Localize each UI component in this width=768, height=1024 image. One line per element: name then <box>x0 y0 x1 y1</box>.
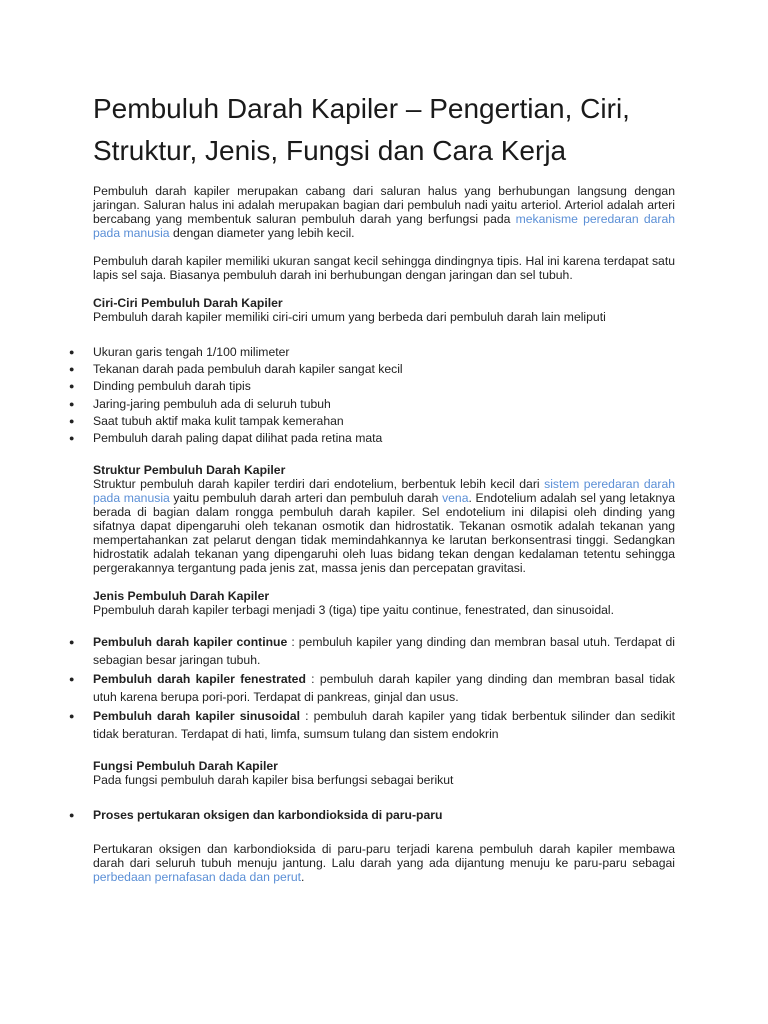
ciri-list <box>69 344 675 447</box>
fungsi-intro: Pada fungsi pembuluh darah kapiler bisa berfungsi sebagai berikut <box>93 773 454 788</box>
jenis-desc: : pembuluh darah kapiler yang tidak berbentuk silinder dan sedikit tidak beraturan. Terdapat di hati, limfa, sumsum tulang dan sistem endokrin <box>93 709 676 742</box>
struktur-text-mid: yaitu pembuluh darah arteri dan pembuluh darah <box>169 491 443 506</box>
bullet-icon: ● <box>69 810 75 821</box>
jenis-list <box>69 633 676 743</box>
jenis-term: Pembuluh darah kapiler sinusoidal <box>93 709 301 724</box>
list-item <box>69 430 675 447</box>
bullet-icon: ● <box>69 711 75 722</box>
bullet-icon: ● <box>69 637 75 648</box>
intro-paragraph-1 <box>93 184 675 240</box>
jenis-term: Pembuluh darah kapiler fenestrated <box>93 672 306 687</box>
section-heading-fungsi: Fungsi Pembuluh Darah Kapiler <box>93 759 278 774</box>
bullet-icon: ● <box>69 381 75 392</box>
list-item <box>69 361 675 378</box>
list-item-text: Ukuran garis tengah 1/100 milimeter <box>93 345 290 359</box>
struktur-text-end: . Endotelium adalah sel yang letaknya berada di bagian dalam rongga pembuluh darah kapiler. Sel endotelium ini dilapisi oleh dinding yang sifatnya dapat dipengaruhi oleh tekanan osmotik dan hidrostatik. Tekanan osmotik adalah tekanan yang mempertahankan zat pelarut dengan tidak memindahkannya ke larutan berkonsentrasi tinggi. Sedangkan hidrostatik adalah tekanan yang dipengaruhi oleh luas bidang tekan dengan kedalaman tetentu sehingga pergerakannya tergantung pada jenis zat, massa jenis dan percepatan gravitasi. <box>93 491 675 576</box>
fungsi-text-end: . <box>301 870 305 885</box>
list-item <box>69 378 675 395</box>
list-item-text: Dinding pembuluh darah tipis <box>93 379 251 394</box>
struktur-paragraph <box>93 477 675 575</box>
list-item <box>69 633 676 669</box>
link-vena[interactable]: vena <box>442 491 469 506</box>
jenis-intro: Ppembuluh darah kapiler terbagi menjadi 3 (tiga) tipe yaitu continue, fenestrated, dan sinusoidal. <box>93 603 614 618</box>
fungsi-text: Pertukaran oksigen dan karbondioksida di paru-paru terjadi karena pembuluh darah kapiler membawa darah dari seluruh tubuh menuju jantung. Lalu darah yang ada dijantung menuju ke paru-paru sebagai <box>93 842 675 871</box>
list-item <box>69 344 675 361</box>
jenis-desc: : pembuluh darah kapiler yang dinding dan membran basal tidak utuh karena berupa pori-pori. Terdapat di pankreas, ginjal dan usus. <box>93 672 675 705</box>
list-item-text: Tekanan darah pada pembuluh darah kapiler sangat kecil <box>93 362 403 377</box>
intro-paragraph-2: Pembuluh darah kapiler memiliki ukuran sangat kecil sehingga dindingnya tipis. Hal ini karena terdapat satu lapis sel saja. Biasanya pembuluh darah ini berhubungan dengan jaringan dan sel tubuh. <box>93 254 675 282</box>
struktur-text: Struktur pembuluh darah kapiler terdiri dari endotelium, berbentuk lebih kecil dari <box>93 477 545 492</box>
fungsi-list <box>69 807 675 824</box>
jenis-desc: : pembuluh kapiler yang dinding dan membran basal utuh. Terdapat di sebagian besar jaringan tubuh. <box>93 635 676 668</box>
section-heading-jenis: Jenis Pembuluh Darah Kapiler <box>93 589 270 604</box>
section-heading-ciri: Ciri-Ciri Pembuluh Darah Kapiler <box>93 296 283 310</box>
bullet-icon: ● <box>69 398 75 409</box>
list-item <box>69 396 675 413</box>
list-item-text: Saat tubuh aktif maka kulit tampak kemerahan <box>93 413 344 428</box>
list-item-text: Jaring-jaring pembuluh ada di seluruh tubuh <box>93 396 331 411</box>
fungsi-item: Proses pertukaran oksigen dan karbondioksida di paru-paru <box>93 808 443 823</box>
list-item <box>69 670 675 706</box>
bullet-icon: ● <box>69 347 75 357</box>
link-mekanisme-peredaran[interactable]: mekanisme peredaran darah pada manusia <box>93 212 675 240</box>
list-item-text: Pembuluh darah paling dapat dilihat pada retina mata <box>93 430 383 445</box>
ciri-intro: Pembuluh darah kapiler memiliki ciri-ciri umum yang berbeda dari pembuluh darah lain meliputi <box>93 310 606 324</box>
intro-text: Pembuluh darah kapiler merupakan cabang dari saluran halus yang berhubungan langsung dengan jaringan. Saluran halus ini adalah merupakan bagian dari pembuluh nadi yaitu arteriol. Arteriol adalah arteri bercabang yang membentuk saluran pembuluh darah yang berfungsi pada <box>93 184 675 226</box>
section-heading-struktur: Struktur Pembuluh Darah Kapiler <box>93 463 286 478</box>
bullet-icon: ● <box>69 674 75 685</box>
jenis-term: Pembuluh darah kapiler continue <box>93 635 288 650</box>
list-item <box>69 807 675 824</box>
list-item <box>69 707 676 743</box>
bullet-icon: ● <box>69 364 75 375</box>
article-content <box>69 88 676 885</box>
link-sistem-peredaran[interactable]: sistem peredaran darah pada manusia <box>93 477 676 506</box>
bullet-icon: ● <box>69 415 75 426</box>
intro-text-end: dengan diameter yang lebih kecil. <box>169 226 355 240</box>
link-perbedaan-pernafasan[interactable]: perbedaan pernafasan dada dan perut <box>93 870 302 885</box>
page-title: Pembuluh Darah Kapiler – Pengertian, Ciri, Struktur, Jenis, Fungsi dan Cara Kerja <box>93 93 630 166</box>
fungsi-paragraph <box>93 842 675 884</box>
bullet-icon: ● <box>69 432 75 443</box>
list-item <box>69 413 675 430</box>
